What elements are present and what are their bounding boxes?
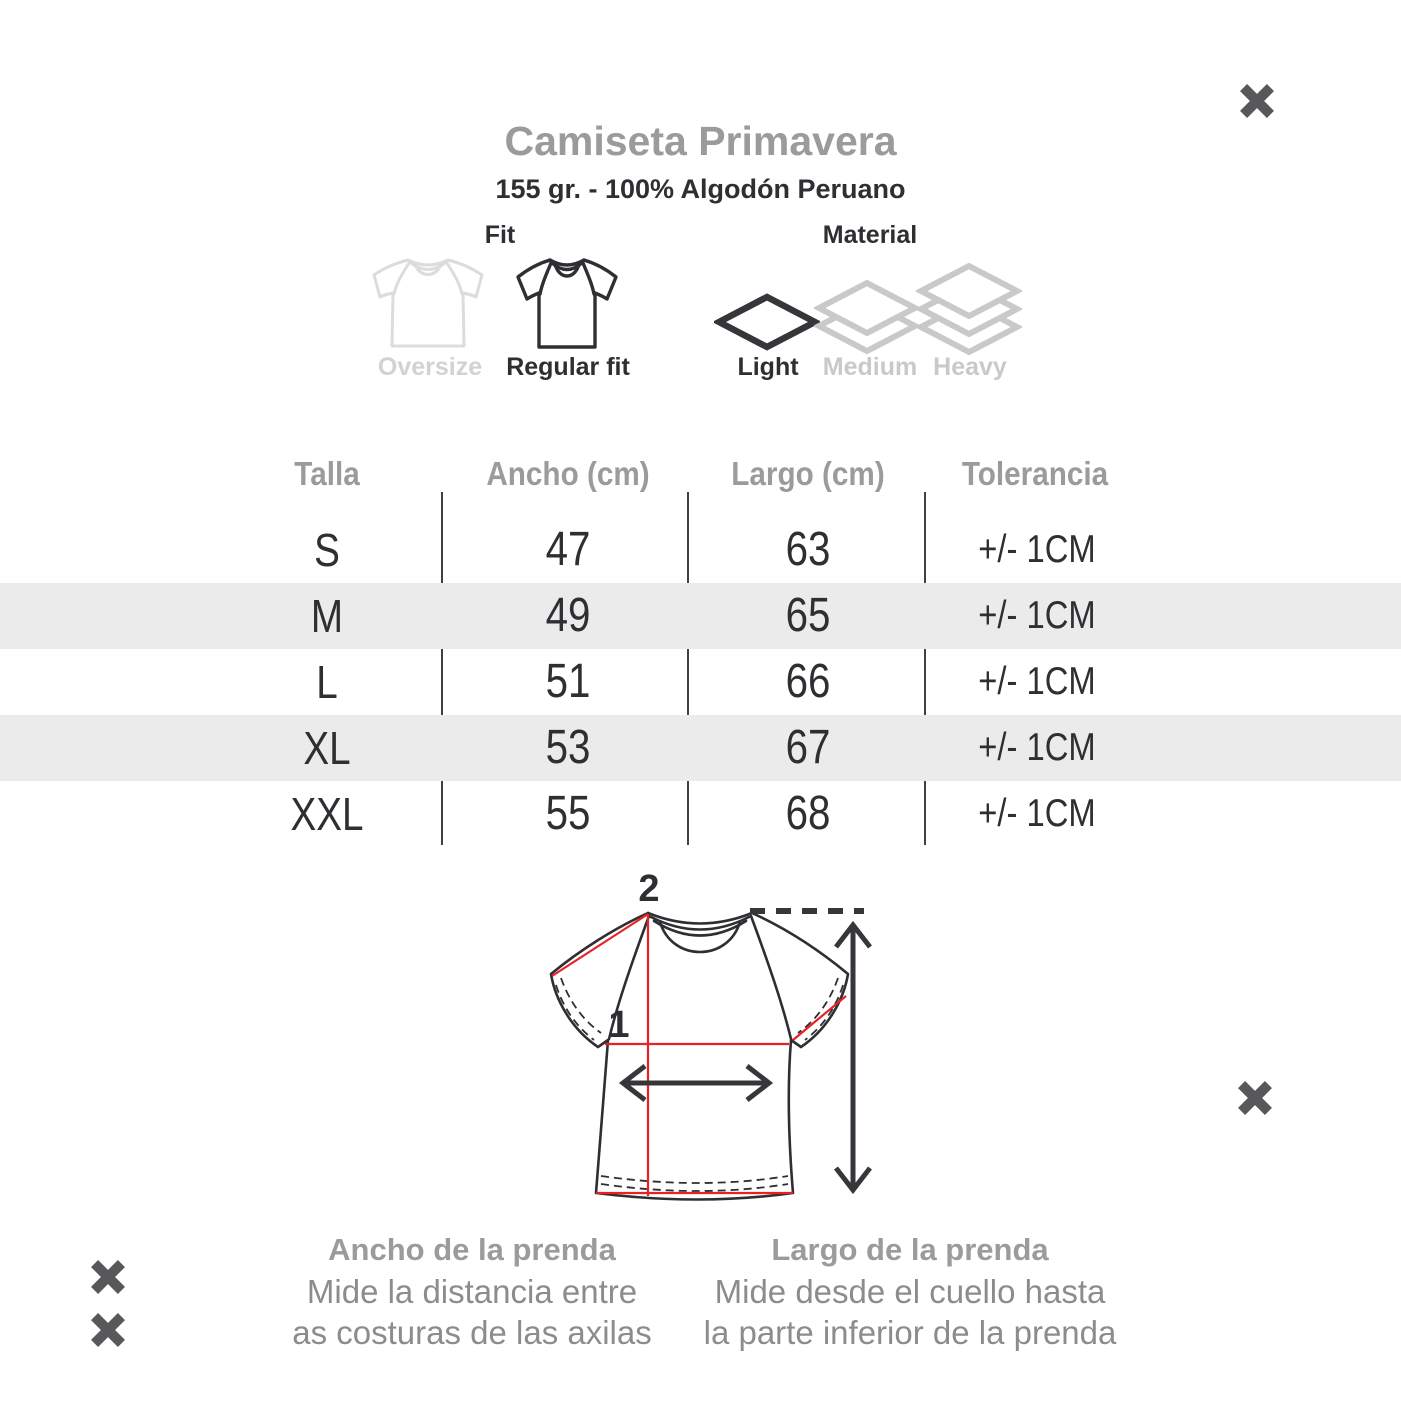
table-row [0,517,1401,583]
page-title: Camiseta Primavera [504,118,897,164]
tshirt-regular-icon [514,250,620,354]
size-table-header-row [0,454,1401,494]
fit-option-oversize-label: Oversize [377,353,483,381]
material-option-medium [814,278,920,361]
page-subtitle: 155 gr. - 100% Algodón Peruano [495,174,906,204]
material-option-light [714,292,820,357]
fit-section-label: Fit [484,221,516,249]
x-decoration-icon [89,1311,127,1349]
cell-ancho: 47 [545,523,591,576]
length-caption-line2: la parte inferior de la prenda [703,1314,1117,1351]
red-measure-lines [552,914,846,1196]
cell-tolerancia: +/- 1CM [978,594,1096,637]
x-decoration-icon [1236,1079,1274,1117]
cell-largo: 65 [785,589,831,642]
x-decoration-icon [89,1258,127,1296]
fabric-weight-3-icon [916,261,1022,357]
table-row [0,583,1401,649]
width-arrow-icon [623,1066,769,1100]
fit-option-oversize [372,252,484,359]
col-header-largo: Largo (cm) [731,455,885,492]
cell-talla: L [316,656,338,708]
width-marker-label: 1 [608,1004,630,1046]
material-section-label: Material [822,221,918,249]
material-option-light-label: Light [737,353,799,381]
fit-option-regular-label: Regular fit [506,353,630,381]
col-header-talla: Talla [294,455,360,492]
cell-talla: S [314,524,340,576]
cell-tolerancia: +/- 1CM [978,660,1096,703]
table-row [0,715,1401,781]
length-caption-line1: Mide desde el cuello hasta [714,1273,1106,1310]
table-row [0,781,1401,847]
cell-ancho: 53 [545,721,591,774]
cell-ancho: 51 [545,655,591,708]
fabric-weight-2-icon [814,278,920,356]
cell-tolerancia: +/- 1CM [978,528,1096,571]
length-marker-label: 2 [638,868,660,910]
length-caption-title: Largo de la prenda [771,1232,1049,1267]
fabric-weight-1-icon [714,292,820,352]
material-option-heavy [916,261,1022,362]
tshirt-oversize-icon [372,252,484,354]
cell-talla: M [310,590,344,642]
cell-largo: 66 [785,655,831,708]
table-row [0,649,1401,715]
cell-ancho: 49 [545,589,591,642]
cell-largo: 68 [785,787,831,840]
cell-talla: XXL [290,788,364,840]
close-icon[interactable] [1238,82,1276,120]
cell-tolerancia: +/- 1CM [978,792,1096,835]
material-option-medium-label: Medium [822,353,918,381]
width-caption-title: Ancho de la prenda [328,1232,616,1267]
cell-largo: 67 [785,721,831,774]
tshirt-measurement-icon [520,855,880,1220]
fit-option-regular [514,250,620,359]
cell-talla: XL [303,722,351,774]
measurement-diagram [520,855,880,1225]
col-header-tolerancia: Tolerancia [961,455,1109,492]
length-arrow-icon [750,911,870,1190]
width-caption-line1: Mide la distancia entre [306,1273,638,1310]
cell-ancho: 55 [545,787,591,840]
cell-tolerancia: +/- 1CM [978,726,1096,769]
width-caption-line2: as costuras de las axilas [292,1314,652,1351]
col-header-ancho: Ancho (cm) [486,455,650,492]
material-option-heavy-label: Heavy [933,353,1007,381]
cell-largo: 63 [785,523,831,576]
